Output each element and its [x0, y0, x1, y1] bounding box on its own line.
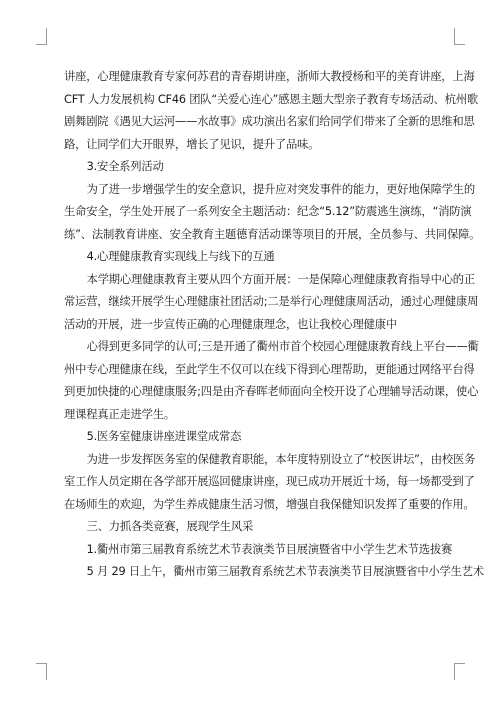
- text-line: 生命安全，学生处开展了一系列安全主题活动：纪念“5.12”防震逃生演练，“消防演: [64, 205, 472, 218]
- crop-mark-top-right: [454, 28, 465, 45]
- paragraph: [64, 449, 476, 517]
- text-line: 3.安全系列活动: [86, 160, 164, 173]
- text-line: 活动的开展，进一步宣传正确的心理健康理念，也让我校心理健康中: [64, 317, 397, 331]
- text-line: 路，让同学们大开眼界，增长了见识，提升了品味。: [64, 137, 320, 151]
- text-line: 5 月 29 日上午，衢州市第三届教育系统艺术节表演类节目展演暨省中小学生艺术: [86, 565, 484, 578]
- text-line: 1.衢州市第三届教育系统艺术节表演类节目展演暨省中小学生艺术节选拔赛: [86, 542, 453, 556]
- section-heading: [64, 426, 436, 449]
- text-line: 为了进一步增强学生的安全意识，提升应对突发事件的能力，更好地保障学生的: [86, 182, 475, 196]
- crop-mark-bottom-right: [454, 663, 465, 680]
- text-line: 讲座，心理健康教育专家何苏君的青春期讲座，浙师大教授杨和平的美育讲座，上海: [64, 70, 475, 83]
- crop-mark-top-left: [36, 28, 47, 45]
- text-line: 州中专心理健康在线，至此学生不仅可以在线下得到心理帮助，更能通过网络平台得: [64, 362, 475, 376]
- text-line: 心得到更多同学的认可;三是开通了衢州市首个校园心理健康教育线上平台——衢: [86, 340, 479, 353]
- section-heading: [64, 539, 453, 562]
- paragraph: [64, 336, 479, 426]
- paragraph: [64, 269, 479, 337]
- text-line: 室工作人员定期在各学部开展巡回健康讲座，现已成功开展近十场，每一场都受到了: [64, 475, 475, 488]
- paragraph: [64, 66, 478, 156]
- text-line: 理课程真正走进学生。: [64, 407, 175, 421]
- text-line: 剧舞剧院《遇见大运河——水故事》成功演出名家们给同学们带来了全新的思维和思: [64, 115, 475, 128]
- text-line: 练”、法制教育讲座、安全教育主题德育活动课等项目的开展，全员参与、共同保障。: [64, 227, 481, 241]
- crop-mark-bottom-left: [36, 663, 47, 680]
- section-heading: [64, 156, 436, 179]
- paragraph: [64, 561, 484, 584]
- text-line: 本学期心理健康教育主要从四个方面开展：一是保障心理健康教育指导中心的正: [86, 272, 475, 286]
- document-body: [64, 66, 484, 584]
- text-line: 5.医务室健康讲座进课堂成常态: [86, 430, 242, 443]
- text-line: CFT 人力发展机构 CF46 团队“关爱心连心”感恩主题大型亲子教育专场活动、杭州歌: [64, 92, 478, 106]
- text-line: 三、力抓各类竞赛，展现学生风采: [86, 520, 254, 533]
- text-line: 为进一步发挥医务室的保健教育职能，本年度特别设立了“校医讲坛”，由校医务: [86, 452, 476, 466]
- text-line: 在场师生的欢迎，为学生养成健康生活习惯，增强自我保健知识发挥了重要的作用。: [64, 497, 475, 511]
- section-heading: [64, 516, 436, 539]
- section-heading: [64, 246, 436, 269]
- text-line: 4.心理健康教育实现线上与线下的互通: [86, 250, 275, 263]
- text-line: 到更加快捷的心理健康服务;四是由齐春晖老师面向全校开设了心理辅导活动课，使心: [64, 385, 479, 398]
- text-line: 常运营，继续开展学生心理健康社团活动;二是举行心理健康周活动，通过心理健康周: [64, 295, 479, 308]
- paragraph: [64, 179, 481, 247]
